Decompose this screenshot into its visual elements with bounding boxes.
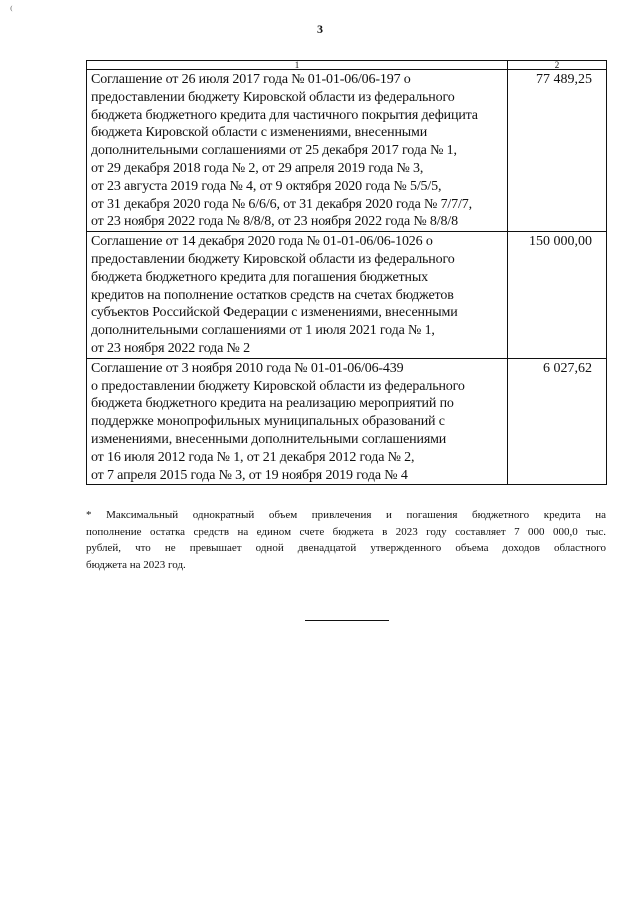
description-line: Соглашение от 14 декабря 2020 года № 01-01-06/06-1026 о	[91, 234, 433, 250]
amount-cell	[508, 358, 607, 485]
corner-mark: ⁽	[10, 5, 13, 17]
description-line: о предоставлении бюджету Кировской области из федерального	[91, 378, 465, 394]
amount-cell	[508, 232, 607, 359]
agreement-description	[87, 70, 508, 232]
description-line: от 29 декабря 2018 года № 2, от 29 апреля 2019 года № 3,	[91, 160, 424, 176]
credits-table	[86, 60, 607, 485]
footnote-line: * Максимальный однократный объем привлечения и погашения бюджетного кредита на	[86, 509, 606, 521]
agreement-description	[87, 232, 508, 359]
description-line: субъектов Российской Федерации с изменениями, внесенными	[91, 305, 458, 321]
description-line: дополнительными соглашениями от 25 декабря 2017 года № 1,	[91, 143, 457, 159]
description-line: бюджета бюджетного кредита для погашения бюджетных	[91, 269, 428, 285]
footnote-line: рублей, что не превышает одной двенадцатой утвержденного объема доходов областного	[86, 542, 606, 554]
description-line: дополнительными соглашениями от 1 июля 2021 года № 1,	[91, 323, 435, 339]
footnote-line: пополнение остатка средств на едином счете бюджета в 2023 году составляет 7 000 000,0 тыс.	[86, 525, 606, 538]
description-line: изменениями, внесенными дополнительными соглашениями	[91, 431, 447, 447]
agreement-description	[87, 358, 508, 485]
description-line: от 23 августа 2019 года № 4, от 9 октября 2020 года № 5/5/5,	[91, 178, 442, 194]
table-row	[87, 70, 607, 232]
description-line: от 23 ноября 2022 года № 8/8/8, от 23 ноября 2022 года № 8/8/8	[91, 214, 458, 230]
description-line: бюджета бюджетного кредита на реализацию мероприятий по	[91, 396, 454, 412]
description-line: бюджета Кировской области с изменениями, внесенными	[91, 125, 428, 141]
description-line: от 23 ноября 2022 года № 2	[91, 340, 250, 356]
description-line: Соглашение от 26 июля 2017 года № 01-01-06/06-197 о	[91, 72, 411, 87]
footnote	[86, 507, 606, 573]
amount-value: 77 489,25	[536, 72, 592, 87]
description-line: Соглашение от 3 ноября 2010 года № 01-01-06/06-439	[91, 360, 404, 376]
table-row	[87, 358, 607, 485]
end-rule	[305, 620, 389, 621]
column-header-2: 2	[508, 61, 607, 70]
amount-cell	[508, 70, 607, 232]
column-header-1: 1	[87, 61, 508, 70]
amount-value: 6 027,62	[543, 360, 592, 376]
description-line: предоставлении бюджету Кировской области из федерального	[91, 89, 455, 105]
description-line: от 7 апреля 2015 года № 3, от 19 ноября 2019 года № 4	[91, 467, 408, 483]
description-line: от 16 июля 2012 года № 1, от 21 декабря 2012 года № 2,	[91, 449, 415, 465]
description-line: предоставлении бюджету Кировской области из федерального	[91, 251, 455, 267]
table-row	[87, 232, 607, 359]
description-line: кредитов на пополнение остатков средств на счетах бюджетов	[91, 287, 454, 303]
page-number: 3	[317, 22, 323, 36]
table-header-row	[87, 61, 607, 70]
description-line: от 31 декабря 2020 года № 6/6/6, от 31 декабря 2020 года № 7/7/7,	[91, 196, 472, 212]
footnote-line: бюджета на 2023 год.	[86, 558, 186, 571]
description-line: бюджета бюджетного кредита для частичного покрытия дефицита	[91, 107, 478, 123]
description-line: поддержке монопрофильных муниципальных образований с	[91, 414, 445, 430]
amount-value: 150 000,00	[529, 234, 592, 250]
